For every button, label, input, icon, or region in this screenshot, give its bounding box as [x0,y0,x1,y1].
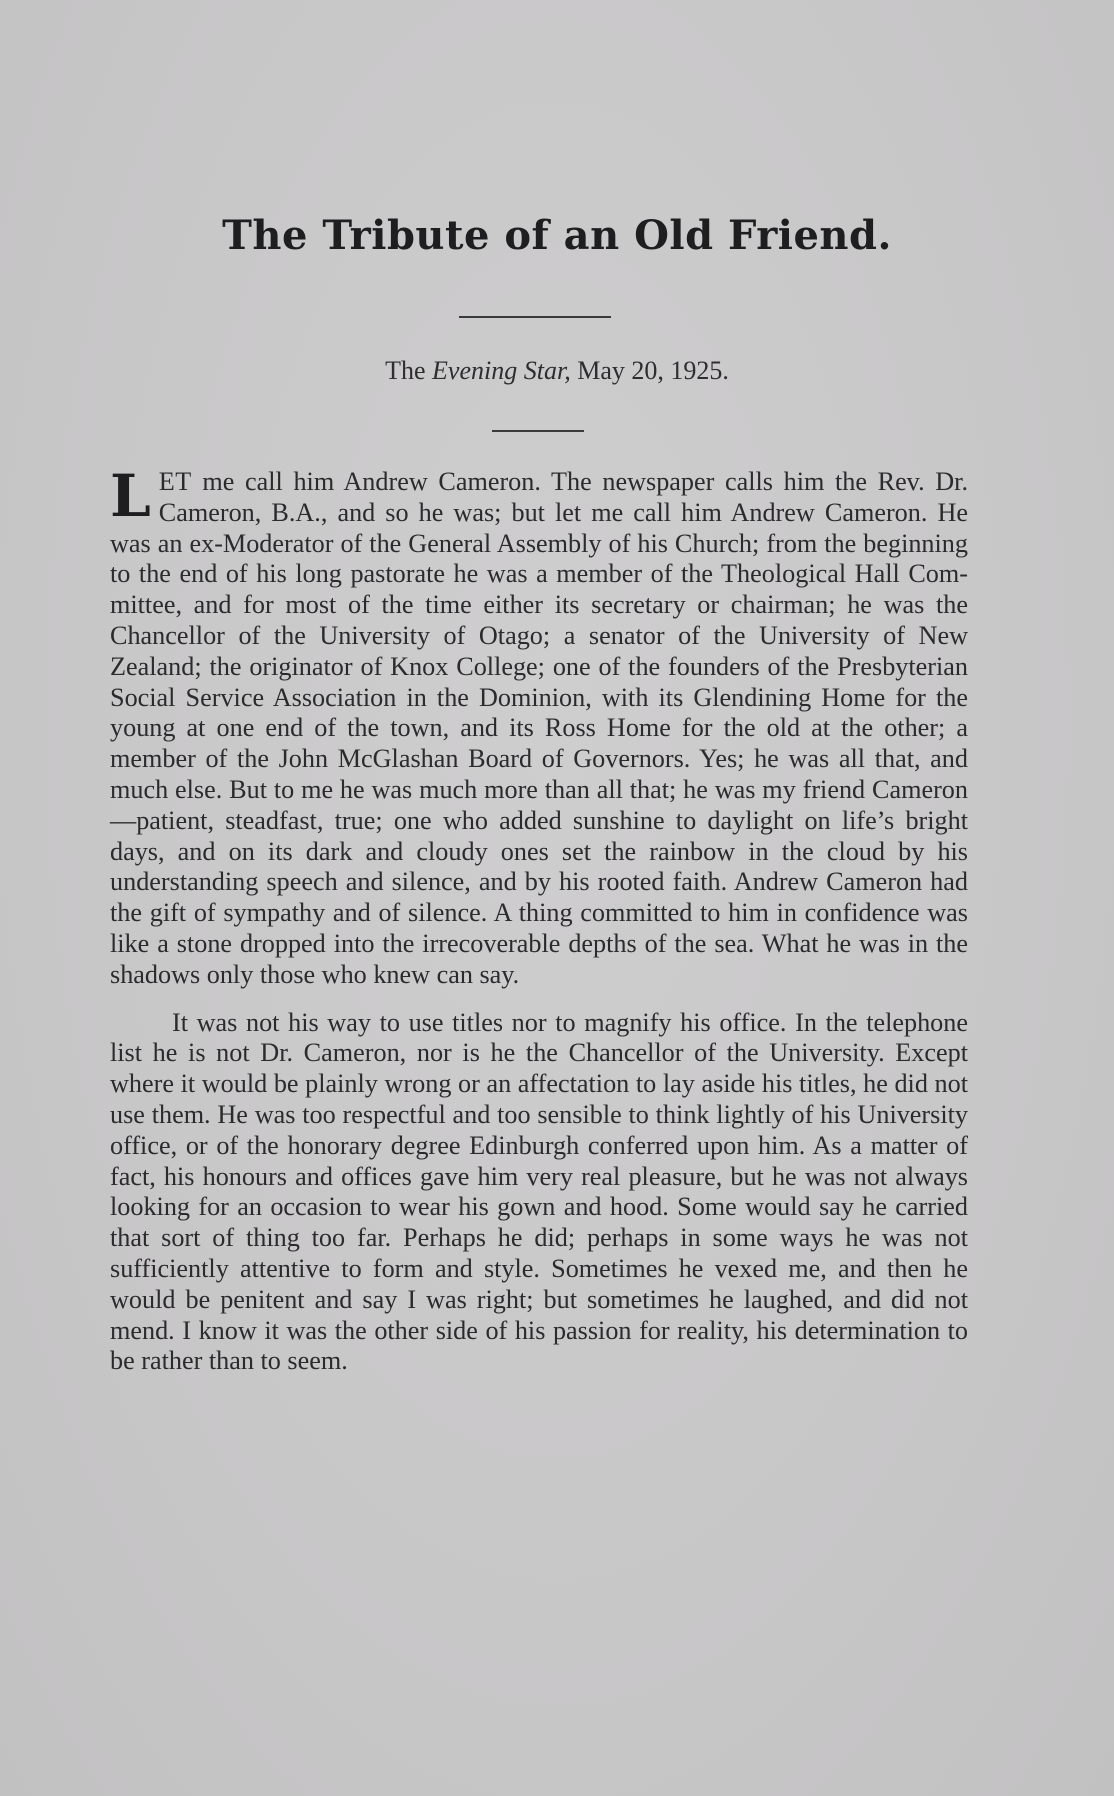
paragraph-1-lead: ET [158,467,192,496]
source-publication: Evening Star, [432,356,571,385]
source-prefix: The [385,356,433,385]
source-line [0,356,1114,386]
page-title: The Tribute of an Old Friend. [222,212,892,259]
article-body [110,462,968,1377]
source-divider [492,430,584,432]
paragraph-1 [110,462,968,991]
paragraph-2: It was not his way to use titles nor to magnify his office. In the telephone list he is not Dr. Cameron, nor is he the Chancellor of the University. Except where it would be plainly wrong or an affectation to lay aside his titles, he did not use them. He was too respectful and too sensible to think lightly of his University office, or of the honorary degree Edinburgh conferred upon him. As a matter of fact, his honours and offices gave him very real pleasure, but he was not always looking for an occasion to wear his gown and hood. Some would say he carried that sort of thing too far. Perhaps he did; perhaps in some ways he was not sufficiently attentive to form and style. Sometimes he vexed me, and then he would be penitent and say I was right; but sometimes he laughed, and did not mend. I know it was the other side of his passion for reality, his determination to be rather than to seem. [110,1007,968,1376]
source-date: May 20, 1925. [570,356,729,385]
paragraph-1-text: me call him Andrew Cameron. The newspaper calls him the Rev. Dr. Cameron, B.A., and so he was; but let me call him Andrew Cameron. He was an ex-Moderator of the General Assembly of his Church; from the beginning to the end of his long pastorate he was a member of the Theological Hall Committee, and for most of the time either its secretary or chairman; he was the Chancellor of the University of Otago; a senator of the University of New Zealand; the originator of Knox College; one of the founders of the Presbyterian Social Service Association in the Dominion, with its Glendining Home for the young at one end of the town, and its Ross Home for the old at the other; a member of the John McGlashan Board of Governors. Yes; he was all that, and much else. But to me he was much more than all that; he was my friend Cameron—patient, steadfast, true; one who added sunshine to daylight on life’s bright days, and on its dark and cloudy ones set the rainbow in the cloud by his understanding speech and silence, and by his rooted faith. Andrew Cameron had the gift of sympathy and of silence. A thing committed to him in confidence was like a stone dropped into the irrecoverable depths of the sea. What he was in the shadows only those who knew can say. [110,467,968,989]
title-divider [459,316,611,318]
drop-cap: L [110,462,151,530]
